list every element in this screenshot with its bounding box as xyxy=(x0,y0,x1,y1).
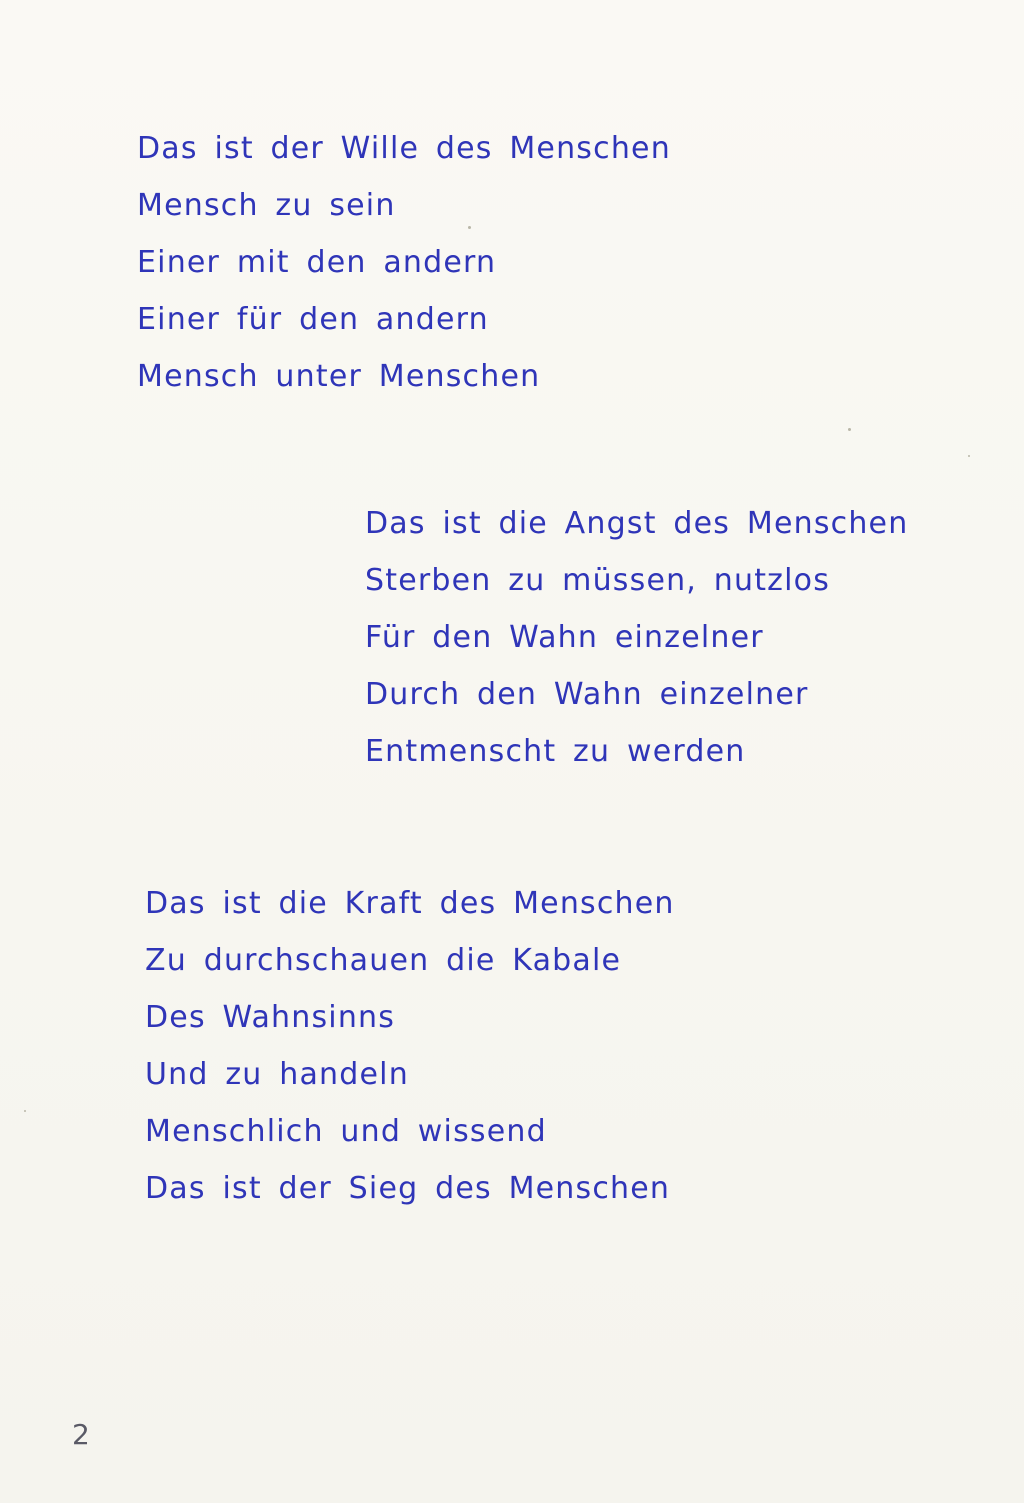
poem-line: Zu durchschauen die Kabale xyxy=(145,943,622,978)
poem-line: Für den Wahn einzelner xyxy=(365,620,764,655)
poem-line: Mensch zu sein xyxy=(137,188,396,223)
poem-line: Menschlich und wissend xyxy=(145,1114,547,1149)
paper-speck xyxy=(468,226,471,229)
poem-line: Entmenscht zu werden xyxy=(365,734,746,769)
poem-line: Einer mit den andern xyxy=(137,245,497,280)
poem-line: Sterben zu müssen, nutzlos xyxy=(365,563,831,598)
page-number: 2 xyxy=(72,1418,90,1451)
paper-speck xyxy=(848,428,851,431)
poem-line: Und zu handeln xyxy=(145,1057,409,1092)
poem-line: Das ist die Angst des Menschen xyxy=(365,506,909,541)
stanza-2 xyxy=(365,495,908,780)
poem-line: Des Wahnsinns xyxy=(145,1000,396,1035)
poem-line: Durch den Wahn einzelner xyxy=(365,677,809,712)
poem-line: Einer für den andern xyxy=(137,302,489,337)
poem-line: Das ist der Wille des Menschen xyxy=(137,131,671,166)
poem-line: Das ist der Sieg des Menschen xyxy=(145,1171,671,1206)
poem-line: Das ist die Kraft des Menschen xyxy=(145,886,675,921)
stanza-3 xyxy=(145,875,675,1217)
poem-line: Mensch unter Menschen xyxy=(137,359,541,394)
paper-speck xyxy=(24,1110,26,1112)
stanza-1 xyxy=(137,120,671,405)
paper-speck xyxy=(968,455,970,457)
